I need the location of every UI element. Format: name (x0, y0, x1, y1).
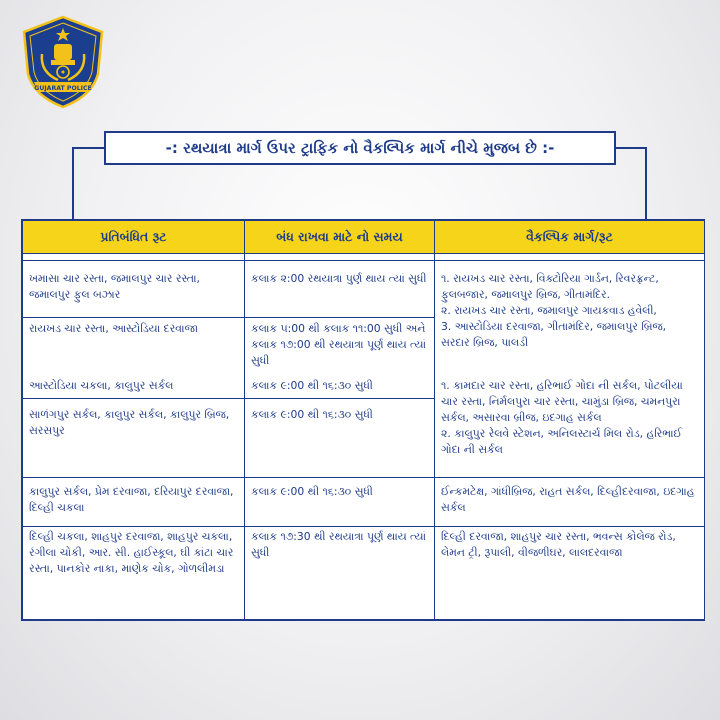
alternate-route-line: ૨. રાયખડ ચાર રસ્તા, જમાલપુર ગાયકવાડ હવેલી, (441, 304, 657, 317)
closure-time-cell: કલાક ૯:00 થી ૧૬:૩૦ સુધી (245, 478, 435, 521)
connector-left-horizontal (73, 147, 104, 149)
police-badge-icon (20, 14, 106, 110)
closure-time-cell: કલાક ૧૭:30 થી રથયાત્રા પૂર્ણ થાય ત્યાં સુધી (245, 527, 435, 620)
logo-text: GUJARAT POLICE (34, 85, 92, 92)
alternate-route-cell (435, 261, 705, 370)
table-header-row (23, 221, 705, 254)
gujarat-police-logo (20, 14, 106, 110)
restricted-route-cell: સાળંગપુર સર્કલ, કાલુપુર સર્કલ, કાલુપુર બ્રિજ, સરસપુર (23, 399, 245, 472)
restricted-route-cell: કાલુપુર સર્કલ, પ્રેમ દરવાજા, દરિયાપુર દરવાજા, દિલ્હી ચકલા (23, 478, 245, 521)
traffic-route-table (21, 219, 705, 621)
alternate-route-line: ૧. કામદાર ચાર રસ્તા, હરિભાઈ ગોદા ની સર્કલ, પોટલીયા ચાર રસ્તા, નિર્મલપુરા ચાર રસ્તા, ચામુંડા બ્રિજ, ચમનપુરા સર્કલ, અસારવા બ્રીજ, ઇદગાહ સર્કલ (441, 379, 683, 424)
header-restricted-route: પ્રતિબંધિત રૂટ (23, 221, 245, 254)
table-row (23, 478, 705, 521)
closure-time-cell: કલાક ૨:00 રથયાત્રા પુર્ણ થાય ત્યાં સુધી (245, 261, 435, 318)
restricted-route-cell: આસ્ટોડિયા ચકલા, કાલુપુર સર્કલ (23, 375, 245, 399)
restricted-route-cell: દિલ્હી ચકલા, શાહપુર દરવાજા, શાહપુર ચકલા, રંગીલા ચોકી, આર. સી. હાઈસ્કૂલ, ઘી કાંટા ચાર રસ્તા, પાનકોર નાકા, માણેક ચોક, ગોળલીમડા (23, 527, 245, 620)
alternate-route-cell (435, 527, 705, 620)
page-title (104, 131, 616, 165)
restricted-route-cell: ખમાસા ચાર રસ્તા, જમાલપુર ચાર રસ્તા, જમાલપુર ફુલ બઝાર (23, 261, 245, 318)
connector-left-vertical (72, 147, 74, 219)
alternate-route-line: દિલ્હી દરવાજા, શાહપુર ચાર રસ્તા, ભવન્સ કોલેજ રોડ, લેમન ટ્રી, રૂપાલી, વીજળીઘર, લાલદરવાજા (441, 530, 676, 559)
alternate-route-cell (435, 375, 705, 471)
alternate-route-line: ૧. રાયખડ ચાર રસ્તા, વિક્ટોરિયા ગાર્ડન, રિવરફ્રન્ટ, ફુલબજાર, જમાલપુર બ્રિજ, ગીતામંદિર. (441, 272, 659, 301)
page-title-text: -: રથયાત્રા માર્ગ ઉપર ટ્રાફિક નો વૈકલ્પિક માર્ગ નીચે મુજબ છે :- (165, 139, 555, 157)
restricted-route-cell: રાયખડ ચાર રસ્તા, આસ્ટોડિયા દરવાજા (23, 318, 245, 370)
alternate-route-line: ઈન્કમટેક્ષ, ગાંધીબ્રિજ, રાહત સર્કલ, દિલ્હીદરવાજા, ઇદગાહ સર્કલ (441, 485, 695, 514)
alternate-route-line: ૨. કાલુપુર રેલવે સ્ટેશન, અનિલસ્ટાર્ચ મિલ રોડ, હરિભાઈ ગોદા ની સર્કલ (441, 427, 682, 456)
closure-time-cell: કલાક ૯:00 થી ૧૬:૩૦ સુધી (245, 399, 435, 472)
closure-time-cell: કલાક ૯:00 થી ૧૬:૩૦ સુધી (245, 375, 435, 399)
alternate-route-line: 3. આસ્ટોડિયા દરવાજા, ગીતામંદિર, જમાલપુર બ્રિજ, સરદાર બ્રિજ, પાલડી (441, 320, 667, 349)
table-row (23, 261, 705, 318)
table-row (23, 527, 705, 620)
header-alternate-route: વૈકલ્પિક માર્ગ/રૂટ (435, 221, 705, 254)
table-row (23, 375, 705, 399)
header-closure-time: બંધ રાખવા માટે નો સમય (245, 221, 435, 254)
alternate-route-cell (435, 478, 705, 521)
connector-right-horizontal (616, 147, 647, 149)
connector-right-vertical (645, 147, 647, 219)
closure-time-cell: કલાક ૫:00 થી કલાક ૧૧:00 સુધી અને કલાક ૧૭:00 થી રથયાત્રા પૂર્ણ થાય ત્યાં સુધી (245, 318, 435, 370)
